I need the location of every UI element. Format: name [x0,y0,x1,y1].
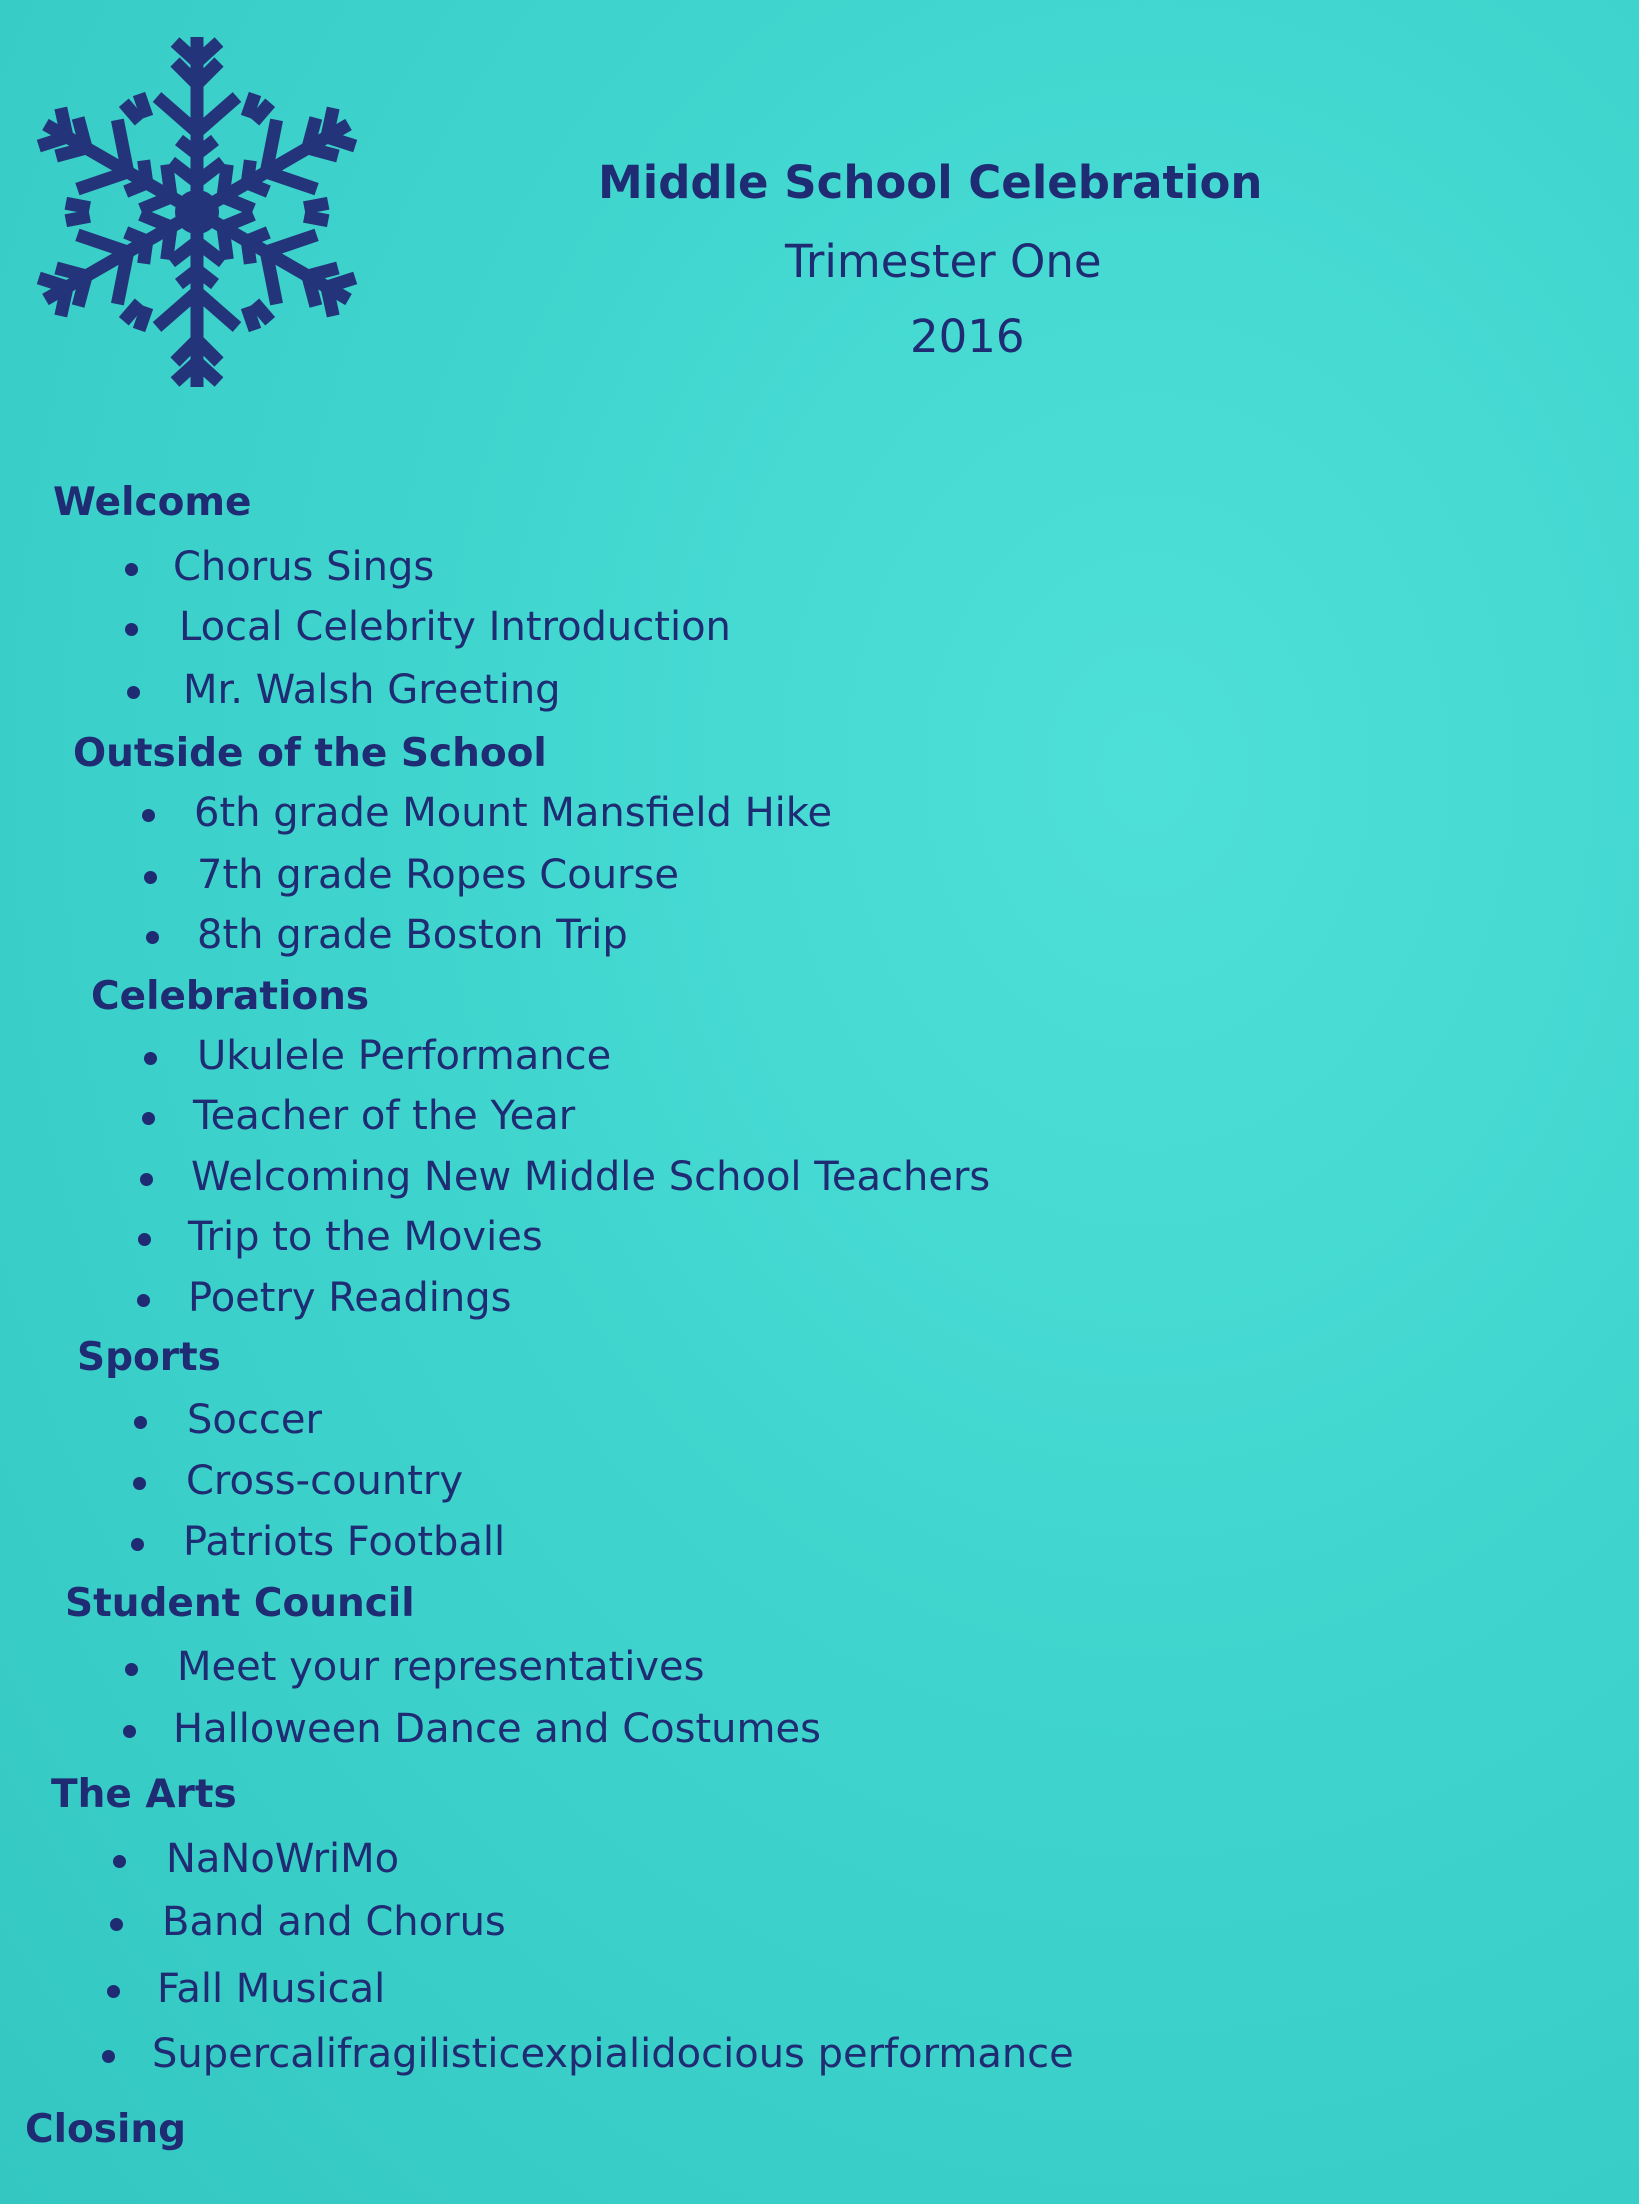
list-item: 7th grade Ropes Course [197,852,679,898]
list-item: Patriots Football [183,1519,506,1565]
bullet-icon [107,1985,120,1998]
bullet-icon [123,1725,136,1738]
bullet-icon [125,623,138,636]
section-heading: The Arts [51,1772,237,1817]
list-item: 8th grade Boston Trip [197,912,628,958]
list-item: Ukulele Performance [197,1033,612,1079]
bullet-icon [134,1416,147,1429]
list-item: Teacher of the Year [193,1093,576,1139]
page-year: 2016 [910,310,1025,363]
bullet-icon [144,1052,157,1065]
section-heading: Student Council [65,1581,415,1626]
bullet-icon [131,1538,144,1551]
bullet-icon [125,1663,138,1676]
bullet-icon [125,563,138,576]
section-heading: Welcome [53,480,252,525]
bullet-icon [138,1233,151,1246]
list-item: Mr. Walsh Greeting [183,667,561,713]
section-heading: Celebrations [91,974,370,1019]
section-heading: Sports [77,1335,221,1380]
page-subtitle: Trimester One [785,235,1102,288]
page-title: Middle School Celebration [598,156,1263,209]
bullet-icon [146,931,159,944]
snowflake-icon [22,30,372,395]
list-item: 6th grade Mount Mansfield Hike [194,790,833,836]
bullet-icon [144,871,157,884]
bullet-icon [142,1112,155,1125]
list-item: Fall Musical [157,1966,386,2012]
section-heading: Closing [25,2107,187,2152]
list-item: Local Celebrity Introduction [179,604,731,650]
bullet-icon [137,1294,150,1307]
bullet-icon [140,1173,153,1186]
bullet-icon [110,1918,123,1931]
list-item: Poetry Readings [188,1275,512,1321]
bullet-icon [102,2050,115,2063]
list-item: Soccer [187,1397,322,1443]
bullet-icon [127,686,140,699]
bullet-icon [133,1477,146,1490]
section-heading: Outside of the School [73,731,547,776]
list-item: Meet your representatives [177,1644,705,1690]
bullet-icon [142,809,155,822]
list-item: Halloween Dance and Costumes [173,1706,821,1752]
bullet-icon [113,1855,126,1868]
list-item: NaNoWriMo [166,1836,400,1882]
list-item: Welcoming New Middle School Teachers [191,1154,991,1200]
list-item: Cross-country [186,1458,464,1504]
list-item: Chorus Sings [173,544,435,590]
list-item: Band and Chorus [162,1899,506,1945]
list-item: Trip to the Movies [188,1214,543,1260]
list-item: Supercalifragilisticexpialidocious performance [152,2031,1074,2077]
